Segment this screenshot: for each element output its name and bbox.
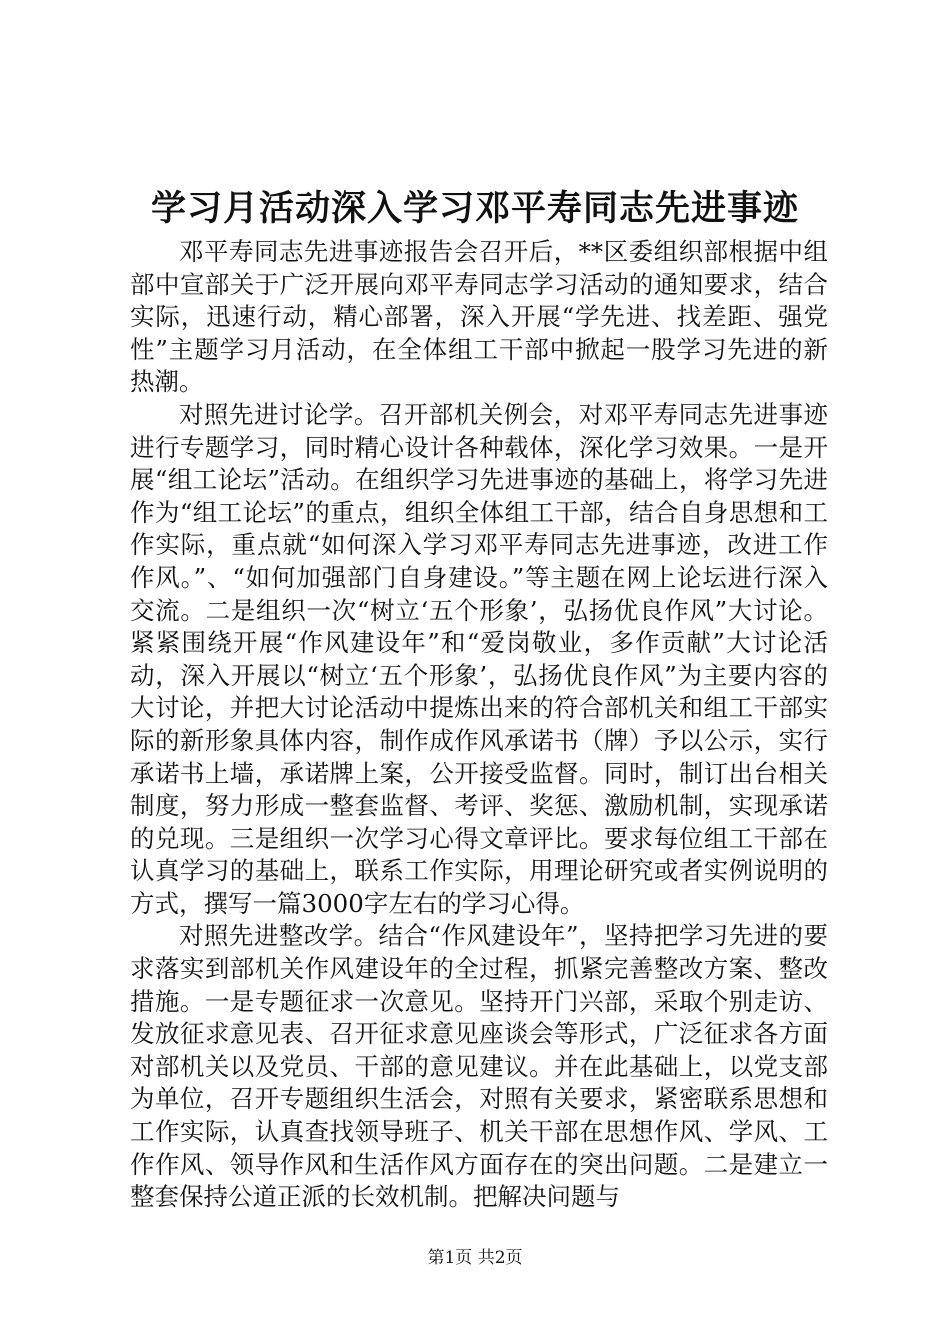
document-body [130,236,828,1214]
paragraph-intro: 邓平寿同志先进事迹报告会召开后，**区委组织部根据中组部中宣部关于广泛开展向邓平寿同志学习活动的通知要求，结合实际，迅速行动，精心部署，深入开展“学先进、找差距、强党性”主题学习月活动，在全体组工干部中掀起一股学习先进的新热潮。 [130,237,828,397]
paragraph-discussion-study: 对照先进讨论学。召开部机关例会，对邓平寿同志先进事迹进行专题学习，同时精心设计各种载体，深化学习效果。一是开展“组工论坛”活动。在组织学习先进事迹的基础上，将学习先进作为“组工论坛”的重点，组织全体组工干部，结合自身思想和工作实际，重点就“如何深入学习邓平寿同志先进事迹，改进工作作风。”、“如何加强部门自身建设。”等主题在网上论坛进行深入交流。二是组织一次“树立‘五个形象’，弘扬优良作风”大讨论。紧紧围绕开展“作风建设年”和“爱岗敬业，多作贡献”大讨论活动，深入开展以“树立‘五个形象’，弘扬优良作风”为主要内容的大讨论，并把大讨论活动中提炼出来的符合部机关和组工干部实际的新形象具体内容，制作成作风承诺书（牌）予以公示，实行承诺书上墙，承诺牌上案，公开接受监督。同时，制订出台相关制度，努力形成一整套监督、考评、奖惩、激励机制，实现承诺的兑现。三是组织一次学习心得文章评比。要求每位组工干部在认真学习的基础上，联系工作实际，用理论研究或者实例说明的方式，撰写一篇3000字左右的学习心得。 [130,399,828,918]
document-title: 学习月活动深入学习邓平寿同志先进事迹 [150,188,799,229]
page-number-footer: 第1页 共2页 [427,1248,523,1268]
paragraph-rectification-study: 对照先进整改学。结合“作风建设年”，坚持把学习先进的要求落实到部机关作风建设年的全过程，抓紧完善整改方案、整改措施。一是专题征求一次意见。坚持开门兴部，采取个别走访、发放征求意见表、召开征求意见座谈会等形式，广泛征求各方面对部机关以及党员、干部的意见建议。并在此基础上，以党支部为单位，召开专题组织生活会，对照有关要求，紧密联系思想和工作实际，认真查找领导班子、机关干部在思想作风、学风、工作作风、领导作风和生活作风方面存在的突出问题。二是建立一整套保持公道正派的长效机制。把解决问题与 [130,921,828,1212]
